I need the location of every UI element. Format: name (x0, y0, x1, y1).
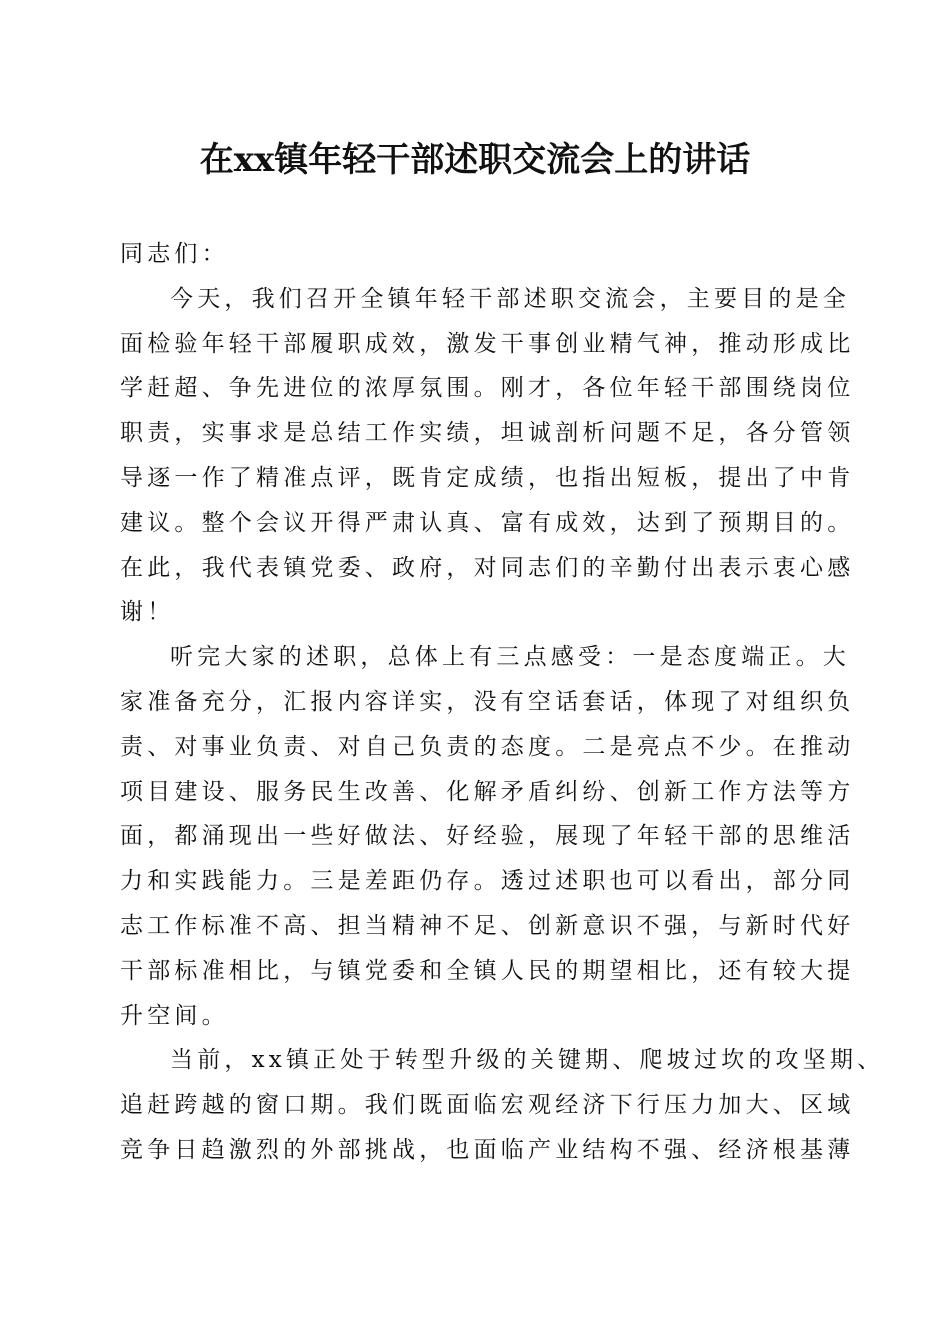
paragraph-line: 在此，我代表镇党委、政府，对同志们的辛勤付出表示衷心感 (120, 554, 855, 581)
paragraph-line: 项目建设、服务民生改善、化解矛盾纠纷、创新工作方法等方 (120, 778, 855, 805)
paragraph-line: 谢！ (120, 599, 175, 626)
paragraph-line: 力和实践能力。三是差距仍存。透过述职也可以看出，部分同 (120, 868, 855, 895)
document-body (120, 232, 885, 1173)
paragraph-line: 听完大家的述职，总体上有三点感受：一是态度端正。大 (170, 644, 850, 671)
paragraph-line: 责、对事业负责、对自己负责的态度。二是亮点不少。在推动 (120, 733, 855, 760)
paragraph-line: 志工作标准不高、担当精神不足、创新意识不强，与新时代好 (120, 912, 855, 939)
paragraph-line: 竞争日趋激烈的外部挑战，也面临产业结构不强、经济根基薄 (120, 1136, 855, 1163)
paragraph-2 (120, 635, 855, 1038)
paragraph-line: 建议。整个会议开得严肃认真、富有成效，达到了预期目的。 (120, 509, 855, 536)
paragraph-line: 导逐一作了精准点评，既肯定成绩，也指出短板，提出了中肯 (120, 464, 855, 491)
paragraph-3 (120, 1038, 885, 1172)
paragraph-line: 当前，xx镇正处于转型升级的关键期、爬坡过坎的攻坚期、 (170, 1047, 885, 1074)
paragraph-line: 追赶跨越的窗口期。我们既面临宏观经济下行压力加大、区域 (120, 1092, 855, 1119)
paragraph-line: 面检验年轻干部履职成效，激发干事创业精气神，推动形成比 (120, 330, 855, 357)
document-title: 在xx镇年轻干部述职交流会上的讲话 (199, 140, 751, 180)
paragraph-line: 面，都涌现出一些好做法、好经验，展现了年轻干部的思维活 (120, 823, 855, 850)
paragraph-line: 今天，我们召开全镇年轻干部述职交流会，主要目的是全 (170, 285, 850, 312)
paragraph-line: 干部标准相比，与镇党委和全镇人民的期望相比，还有较大提 (120, 957, 855, 984)
paragraph-line: 学赶超、争先进位的浓厚氛围。刚才，各位年轻干部围绕岗位 (120, 375, 855, 402)
salutation: 同志们： (120, 241, 229, 267)
paragraph-line: 升空间。 (120, 1002, 229, 1029)
paragraph-1 (120, 277, 855, 635)
paragraph-line: 职责，实事求是总结工作实绩，坦诚剖析问题不足，各分管领 (120, 420, 855, 447)
paragraph-line: 家准备充分，汇报内容详实，没有空话套话，体现了对组织负 (120, 688, 855, 715)
